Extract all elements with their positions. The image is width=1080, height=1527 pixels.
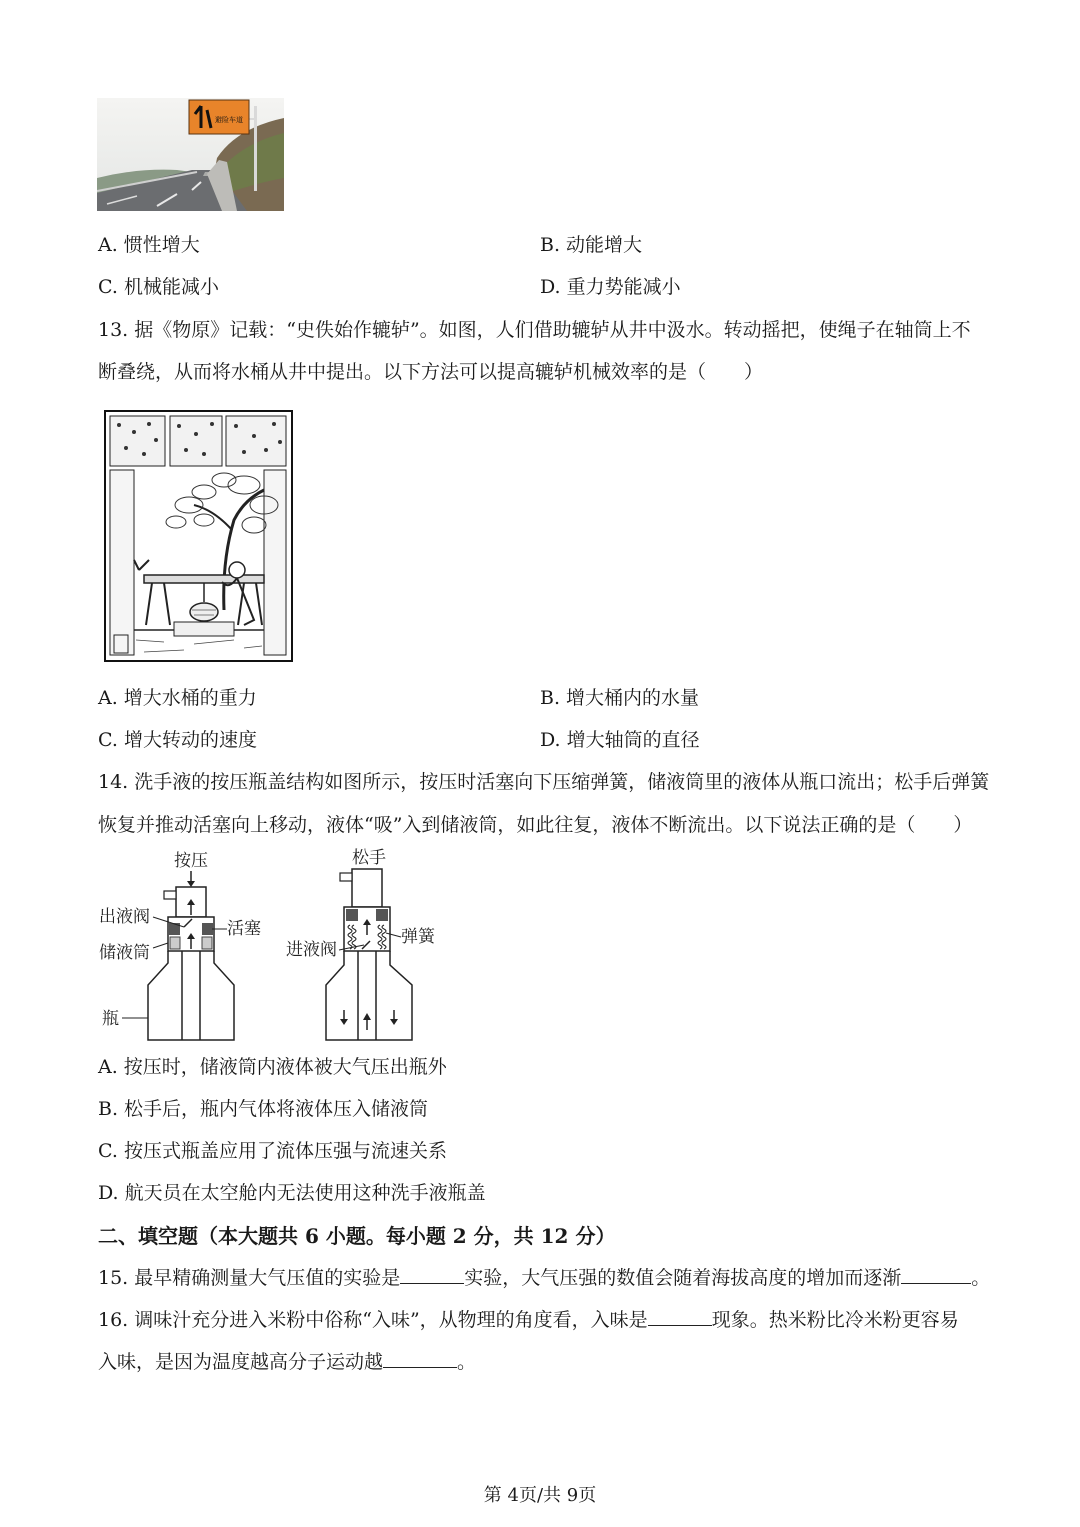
q13-option-a: A. 增大水桶的重力 [98,687,257,709]
q12-option-b: B. 动能增大 [540,234,643,256]
q13-stem-line-1: 13. 据《物原》记载：“史佚始作辘轳”。如图，人们借助辘轳从井中汲水。转动摇把，使绳子在轴筒上不 [98,319,971,341]
label-inlet-valve: 进液阀 [286,940,337,960]
sign-text: 避险车道 [215,116,243,124]
q16-line-2 [98,1348,476,1376]
q15-line [98,1264,990,1292]
q14-option-c: C. 按压式瓶盖应用了流体压强与流速关系 [98,1140,447,1162]
label-piston: 活塞 [227,919,261,939]
q14-option-b: B. 松手后，瓶内气体将液体压入储液筒 [98,1098,429,1120]
q15-blank-1[interactable] [400,1265,464,1284]
q15-blank-2[interactable] [901,1265,971,1284]
q16-line-2-part-2: 。 [457,1351,477,1373]
q16-line-2-part-1: 入味，是因为温度越高分子运动越 [98,1351,384,1373]
q16-blank-2[interactable] [383,1349,457,1368]
q16-text-part-1: 16. 调味汁充分进入米粉中俗称“入味”，从物理的角度看，入味是 [98,1309,648,1331]
q12-option-d: D. 重力势能减小 [540,276,681,298]
q16-blank-1[interactable] [648,1307,712,1326]
label-release: 松手 [352,848,386,868]
q16-line-1 [98,1306,959,1334]
q15-text-part-2: 实验，大气压强的数值会随着海拔高度的增加而逐渐 [464,1267,902,1289]
q14-option-a: A. 按压时，储液筒内液体被大气压出瓶外 [98,1056,447,1078]
q15-text-part-1: 15. 最早精确测量大气压值的实验是 [98,1267,401,1289]
label-spring: 弹簧 [401,927,435,947]
label-bottle: 瓶 [102,1009,119,1029]
q15-text-part-3: 。 [971,1267,991,1289]
q12-option-a: A. 惯性增大 [98,234,200,256]
page-number-footer: 第 4页/共 9页 [483,1485,597,1506]
q14-stem-line-1: 14. 洗手液的按压瓶盖结构如图所示，按压时活塞向下压缩弹簧，储液筒里的液体从瓶口流出；松手后弹簧 [98,771,990,793]
q13-option-b: B. 增大桶内的水量 [540,687,700,709]
section-2-heading: 二、填空题（本大题共 6 小题。每小题 2 分，共 12 分） [98,1224,616,1248]
q12-option-c: C. 机械能减小 [98,276,219,298]
windlass-woodcut-illustration [104,410,293,662]
label-reservoir: 储液筒 [99,943,150,963]
q13-option-d: D. 增大轴筒的直径 [540,729,700,751]
q13-option-c: C. 增大转动的速度 [98,729,257,751]
label-press: 按压 [174,851,208,871]
escape-lane-photo [97,98,284,211]
q14-stem-line-2: 恢复并推动活塞向上移动，液体“吸”入到储液筒，如此往复，液体不断流出。以下说法正确的是（ ） [98,814,973,836]
label-outlet-valve: 出液阀 [99,907,150,927]
pump-bottle-diagram [96,845,446,1045]
q16-text-part-2: 现象。热米粉比冷米粉更容易 [711,1309,959,1331]
q13-stem-line-2: 断叠绕，从而将水桶从井中提出。以下方法可以提高辘轳机械效率的是（ ） [98,361,764,383]
q14-option-d: D. 航天员在太空舱内无法使用这种洗手液瓶盖 [98,1182,486,1204]
